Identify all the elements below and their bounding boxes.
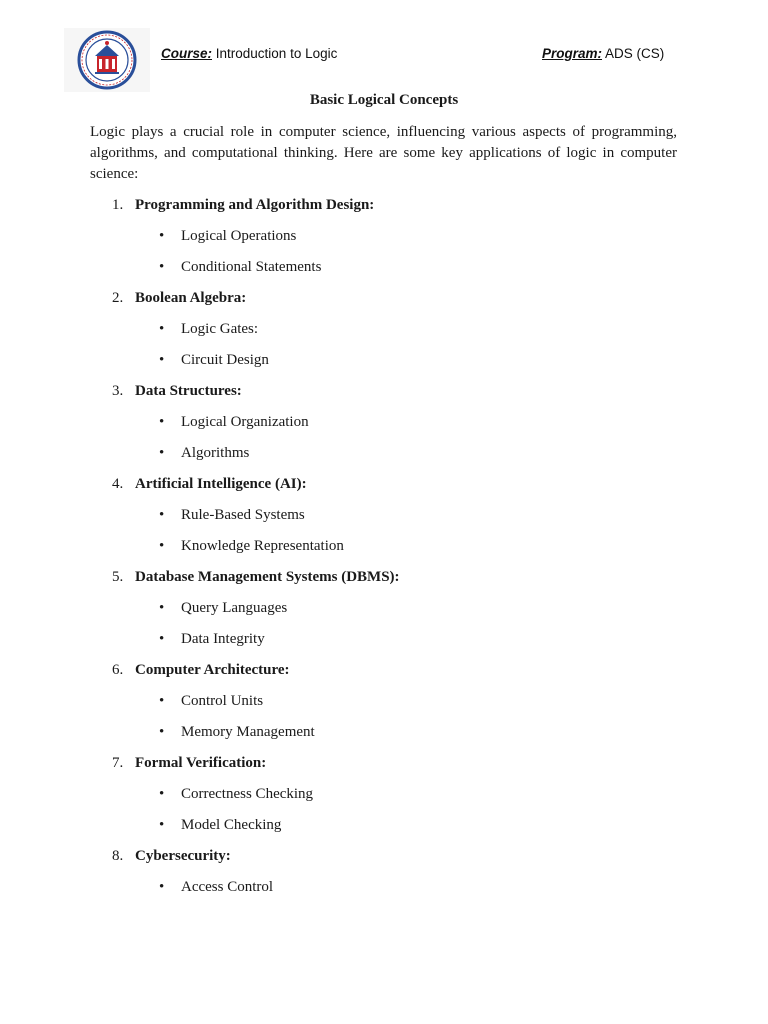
list-item — [0, 413, 768, 444]
section-title: Computer Architecture: — [135, 662, 290, 678]
list-item-text: Data Integrity — [181, 631, 265, 647]
program-label: Program: — [542, 46, 603, 61]
list-item — [0, 227, 768, 258]
list-item-text: Model Checking — [181, 817, 282, 833]
sub-list — [0, 227, 768, 289]
list-item-text: Knowledge Representation — [181, 538, 344, 554]
course-value: Introduction to Logic — [212, 46, 338, 61]
bullet-icon: • — [159, 879, 165, 895]
list-item-text: Logical Operations — [181, 228, 297, 244]
list-item-text: Access Control — [181, 879, 274, 895]
list-item — [0, 816, 768, 847]
bullet-icon: • — [159, 259, 165, 275]
list-item-section — [0, 475, 768, 568]
section-title: Data Structures: — [135, 383, 242, 399]
list-item-text: Control Units — [181, 693, 264, 709]
list-item-section — [0, 382, 768, 475]
section-title: Database Management Systems (DBMS): — [135, 569, 400, 585]
document-header — [0, 0, 768, 95]
list-item — [0, 599, 768, 630]
list-item — [0, 506, 768, 537]
list-item — [0, 630, 768, 661]
section-title: Formal Verification: — [135, 755, 267, 771]
section-number: 2. — [112, 290, 124, 306]
section-number: 4. — [112, 476, 124, 492]
list-item — [0, 320, 768, 351]
bullet-icon: • — [159, 693, 165, 709]
bullet-icon: • — [159, 724, 165, 740]
section-title: Programming and Algorithm Design: — [135, 197, 375, 213]
list-item — [0, 692, 768, 723]
bullet-icon: • — [159, 321, 165, 337]
list-item-section — [0, 568, 768, 661]
list-item-text: Logical Organization — [181, 414, 309, 430]
list-item — [0, 444, 768, 475]
sub-list — [0, 785, 768, 847]
list-item-section — [0, 754, 768, 847]
list-item — [0, 351, 768, 382]
list-item-text: Logic Gates: — [181, 321, 259, 337]
list-item — [0, 785, 768, 816]
sub-list — [0, 506, 768, 568]
section-title: Cybersecurity: — [135, 848, 231, 864]
sub-list — [0, 413, 768, 475]
sub-list — [0, 599, 768, 661]
program-info — [542, 46, 664, 61]
list-item-text: Rule-Based Systems — [181, 507, 305, 523]
bullet-icon: • — [159, 414, 165, 430]
list-item-text: Memory Management — [181, 724, 315, 740]
bullet-icon: • — [159, 817, 165, 833]
list-item — [0, 723, 768, 754]
section-heading — [0, 754, 768, 785]
section-number: 1. — [112, 197, 124, 213]
list-item-section — [0, 661, 768, 754]
section-heading — [0, 475, 768, 506]
bullet-icon: • — [159, 445, 165, 461]
intro-paragraph: Logic plays a crucial role in computer science, influencing various aspects of programming, algorithms, and computational thinking. Here are some key applications of logic in computer science: — [90, 124, 677, 182]
bullet-icon: • — [159, 600, 165, 616]
bullet-icon: • — [159, 538, 165, 554]
bullet-icon: • — [159, 631, 165, 647]
university-seal-icon — [64, 28, 150, 92]
section-number: 5. — [112, 569, 124, 585]
section-title: Boolean Algebra: — [135, 290, 247, 306]
section-heading — [0, 847, 768, 878]
list-item-text: Correctness Checking — [181, 786, 314, 802]
list-item-text: Circuit Design — [181, 352, 269, 368]
section-heading — [0, 382, 768, 413]
section-heading — [0, 568, 768, 599]
section-number: 3. — [112, 383, 124, 399]
list-item — [0, 537, 768, 568]
course-info — [161, 46, 337, 61]
course-label: Course: — [161, 46, 213, 61]
bullet-icon: • — [159, 507, 165, 523]
section-number: 7. — [112, 755, 124, 771]
bullet-icon: • — [159, 228, 165, 244]
list-item — [0, 878, 768, 909]
section-heading — [0, 289, 768, 320]
list-item-section — [0, 289, 768, 382]
section-title: Artificial Intelligence (AI): — [135, 476, 307, 492]
bullet-icon: • — [159, 352, 165, 368]
list-item-text: Conditional Statements — [181, 259, 322, 275]
list-item-text: Query Languages — [181, 600, 288, 616]
section-number: 6. — [112, 662, 124, 678]
sub-list — [0, 692, 768, 754]
bullet-icon: • — [159, 786, 165, 802]
section-heading — [0, 661, 768, 692]
applications-list — [0, 196, 768, 909]
section-number: 8. — [112, 848, 124, 864]
section-heading — [0, 196, 768, 227]
list-item-section — [0, 196, 768, 289]
sub-list — [0, 878, 768, 909]
page-title: Basic Logical Concepts — [309, 92, 459, 108]
program-value: ADS (CS) — [602, 46, 665, 61]
list-item — [0, 258, 768, 289]
list-item-section — [0, 847, 768, 909]
list-item-text: Algorithms — [181, 445, 250, 461]
sub-list — [0, 320, 768, 382]
